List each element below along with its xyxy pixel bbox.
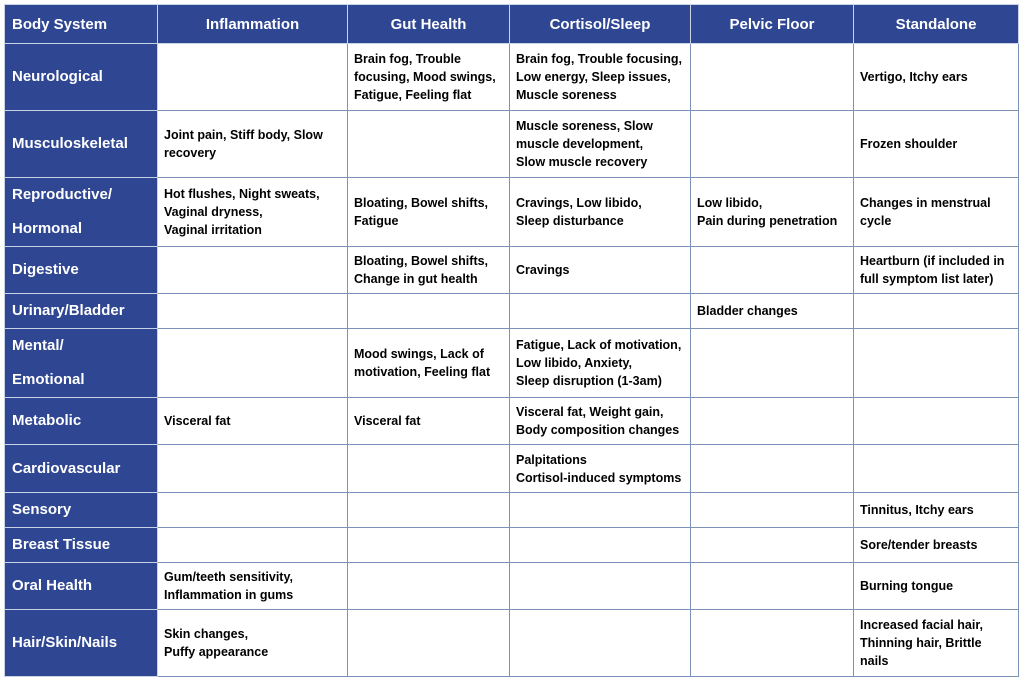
table-cell: [158, 445, 348, 493]
row-label: [5, 445, 158, 493]
table-cell: [510, 294, 691, 329]
row-label-text: Cardiovascular: [12, 459, 121, 477]
cell-text: Visceral fat, Weight gain, Body composition changes: [516, 405, 680, 437]
table-cell: [691, 247, 854, 294]
row-label-text: Reproductive/ Hormonal: [12, 186, 113, 237]
table-row: [5, 445, 1019, 493]
row-label: [5, 44, 158, 111]
cell-text: Tinnitus, Itchy ears: [860, 503, 974, 517]
row-label: [5, 398, 158, 445]
row-label-text: Oral Health: [12, 577, 93, 594]
cell-text: Changes in menstrual cycle: [860, 196, 991, 228]
table-cell: [348, 111, 510, 178]
table-cell: [348, 445, 510, 493]
table-cell: [510, 398, 691, 445]
table-cell: [348, 247, 510, 294]
cell-text: Frozen shoulder: [860, 137, 958, 151]
table-row: [5, 563, 1019, 610]
table-cell: [854, 111, 1019, 178]
row-label: [5, 528, 158, 563]
table-cell: [691, 398, 854, 445]
table-cell: [854, 329, 1019, 398]
table-cell: [691, 329, 854, 398]
row-label: [5, 294, 158, 329]
row-label-text: Metabolic: [12, 412, 82, 429]
row-label: [5, 610, 158, 677]
table-row: [5, 398, 1019, 445]
symptom-table: [4, 4, 1019, 677]
table-cell: [158, 44, 348, 111]
table-cell: [510, 563, 691, 610]
table-cell: [348, 528, 510, 563]
cell-text: Increased facial hair, Thinning hair, Brittle nails: [860, 618, 983, 668]
header-cortisol-sleep: Cortisol/Sleep: [510, 5, 691, 44]
table-cell: [691, 563, 854, 610]
cell-text: Gum/teeth sensitivity, Inflammation in gums: [164, 570, 294, 602]
table-row: [5, 44, 1019, 111]
table-row: [5, 329, 1019, 398]
header-pelvic-floor: Pelvic Floor: [691, 5, 854, 44]
table-cell: [854, 44, 1019, 111]
cell-text: Joint pain, Stiff body, Slow recovery: [164, 128, 323, 160]
row-label: [5, 493, 158, 528]
table-cell: [510, 44, 691, 111]
table-cell: [691, 178, 854, 247]
table-cell: [510, 329, 691, 398]
cell-text: Muscle soreness, Slow muscle development, Slow muscle recovery: [516, 119, 653, 169]
table-cell: [691, 294, 854, 329]
table-row: [5, 111, 1019, 178]
table-cell: [348, 563, 510, 610]
row-label: [5, 329, 158, 398]
cell-text: Visceral fat: [164, 414, 231, 428]
header-gut-health: Gut Health: [348, 5, 510, 44]
table-cell: [854, 247, 1019, 294]
table-cell: [854, 178, 1019, 247]
table-cell: [854, 493, 1019, 528]
cell-text: Bloating, Bowel shifts, Change in gut health: [354, 254, 489, 286]
table-cell: [158, 528, 348, 563]
table-row: [5, 610, 1019, 677]
table-cell: [348, 44, 510, 111]
cell-text: Vertigo, Itchy ears: [860, 70, 968, 84]
table-cell: [691, 610, 854, 677]
header-inflammation: Inflammation: [158, 5, 348, 44]
cell-text: Visceral fat: [354, 414, 421, 428]
table-cell: [158, 610, 348, 677]
table-cell: [510, 528, 691, 563]
table-cell: [510, 493, 691, 528]
row-label-text: Neurological: [12, 68, 103, 85]
row-label-text: Breast Tissue: [12, 536, 111, 553]
table-cell: [158, 111, 348, 178]
table-cell: [348, 178, 510, 247]
table-cell: [348, 610, 510, 677]
table-cell: [854, 294, 1019, 329]
cell-text: Bladder changes: [697, 304, 798, 318]
table-cell: [158, 493, 348, 528]
row-label: [5, 563, 158, 610]
cell-text: Cravings: [516, 263, 570, 277]
row-label-text: Musculoskeletal: [12, 135, 128, 152]
table-cell: [854, 528, 1019, 563]
cell-text: Fatigue, Lack of motivation, Low libido, Anxiety, Sleep disruption (1-3am): [516, 338, 682, 388]
cell-text: Brain fog, Trouble focusing, Low energy, Sleep issues, Muscle soreness: [516, 52, 682, 102]
row-label-text: Sensory: [12, 501, 72, 518]
table-row: [5, 178, 1019, 247]
row-label-text: Urinary/Bladder: [12, 302, 125, 319]
table-cell: [691, 445, 854, 493]
cell-text: Palpitations Cortisol-induced symptoms: [516, 452, 682, 485]
table-cell: [691, 528, 854, 563]
cell-text: Bloating, Bowel shifts, Fatigue: [354, 196, 489, 228]
table-row: [5, 247, 1019, 294]
table-cell: [158, 563, 348, 610]
table-row: [5, 493, 1019, 528]
cell-text: Skin changes, Puffy appearance: [164, 627, 269, 659]
table-cell: [158, 329, 348, 398]
table-cell: [691, 44, 854, 111]
cell-text: Burning tongue: [860, 579, 954, 593]
table-cell: [854, 445, 1019, 493]
row-label: [5, 111, 158, 178]
table-cell: [854, 610, 1019, 677]
table-cell: [691, 111, 854, 178]
table-cell: [854, 398, 1019, 445]
header-body-system: Body System: [5, 5, 158, 44]
row-label-text: Mental/ Emotional: [12, 337, 85, 388]
cell-text: Sore/tender breasts: [860, 538, 978, 552]
table-cell: [348, 493, 510, 528]
cell-text: Low libido, Pain during penetration: [697, 196, 838, 228]
cell-text: Heartburn (if included in full symptom list later): [860, 254, 1005, 286]
cell-text: Mood swings, Lack of motivation, Feeling flat: [354, 347, 491, 379]
table-cell: [348, 329, 510, 398]
table-cell: [510, 111, 691, 178]
table-cell: [510, 247, 691, 294]
table-row: [5, 294, 1019, 329]
cell-text: Hot flushes, Night sweats, Vaginal dryness, Vaginal irritation: [164, 187, 320, 237]
table-row: [5, 528, 1019, 563]
cell-text: Cravings, Low libido, Sleep disturbance: [516, 196, 642, 228]
row-label-text: Digestive: [12, 261, 79, 278]
table-header-row: [5, 5, 1019, 44]
table-cell: [158, 294, 348, 329]
cell-text: Brain fog, Trouble focusing, Mood swings, Fatigue, Feeling flat: [354, 52, 496, 102]
table-cell: [854, 563, 1019, 610]
row-label-text: Hair/Skin/Nails: [12, 634, 118, 651]
table-cell: [510, 178, 691, 247]
table-cell: [158, 247, 348, 294]
header-standalone: Standalone: [854, 5, 1019, 44]
table-cell: [348, 294, 510, 329]
row-label: [5, 247, 158, 294]
table-cell: [348, 398, 510, 445]
table-cell: [510, 610, 691, 677]
row-label: [5, 178, 158, 247]
table-cell: [158, 178, 348, 247]
table-cell: [510, 445, 691, 493]
table-cell: [691, 493, 854, 528]
table-cell: [158, 398, 348, 445]
